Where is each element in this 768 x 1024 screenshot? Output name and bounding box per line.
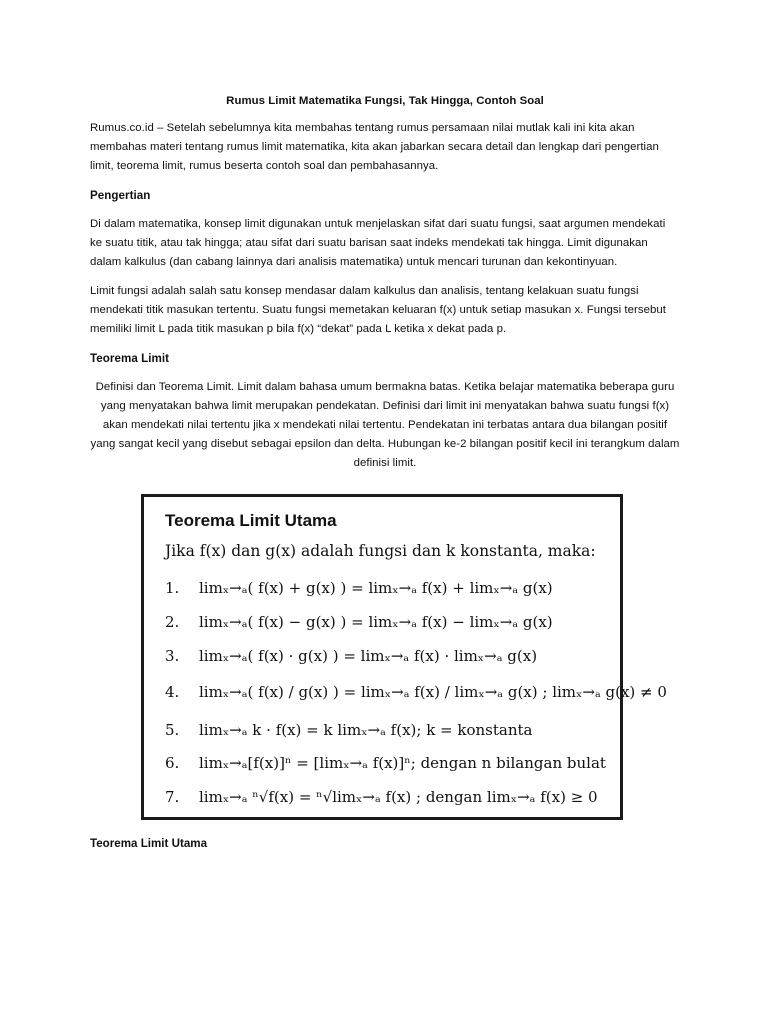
- section-heading-teorema: Teorema Limit: [90, 352, 170, 365]
- formula-number: 5.: [165, 721, 180, 739]
- formula-text: limₓ→ₐ( f(x) · g(x) ) = limₓ→ₐ f(x) · limₓ→ₐ g(x): [199, 647, 538, 665]
- formula-text: limₓ→ₐ[f(x)]ⁿ = [limₓ→ₐ f(x)]ⁿ; dengan n bilangan bulat: [199, 754, 606, 772]
- intro-paragraph: Rumus.co.id – Setelah sebelumnya kita membahas tentang rumus persamaan nilai mutlak kali ini kita akan membahas materi tentang rumus limit matematika, kita akan jabarkan secara detail dan lengkap dari pengertian limit, teorema limit, rumus beserta contoh soal dan pembahasannya.: [90, 122, 659, 172]
- formula-text: limₓ→ₐ( f(x) − g(x) ) = limₓ→ₐ f(x) − limₓ→ₐ g(x): [199, 613, 553, 631]
- formula-row: [165, 579, 553, 597]
- teorema-paragraph: Definisi dan Teorema Limit. Limit dalam bahasa umum bermakna batas. Ketika belajar matematika beberapa guru yang menyatakan bahwa limit merupakan pendekatan. Definisi dari limit ini menyatakan bahwa suatu fungsi f(x) akan mendekati nilai tertentu jika x mendekati nilai tertentu. Pendekatan ini terbatas antara dua bilangan positif yang sangat kecil yang disebut sebagai epsilon dan delta. Hubungan ke-2 bilangan positif kecil ini terangkum dalam definisi limit.: [90, 381, 680, 469]
- formula-text: limₓ→ₐ( f(x) + g(x) ) = limₓ→ₐ f(x) + limₓ→ₐ g(x): [199, 579, 553, 597]
- formula-number: 2.: [165, 613, 180, 631]
- figure-caption: Teorema Limit Utama: [90, 837, 208, 850]
- formula-number: 3.: [165, 647, 180, 665]
- formula-row: [165, 754, 606, 772]
- teorema-limit-figure: [141, 494, 667, 820]
- figure-title: Teorema Limit Utama: [165, 511, 337, 530]
- document-body: [90, 92, 680, 483]
- formula-row: [165, 788, 598, 806]
- formula-number: 1.: [165, 579, 180, 597]
- formula-row: [165, 647, 537, 665]
- formula-text: limₓ→ₐ ⁿ√f(x) = ⁿ√limₓ→ₐ f(x) ; dengan limₓ→ₐ f(x) ≥ 0: [199, 788, 598, 806]
- pengertian-paragraph-1: Di dalam matematika, konsep limit digunakan untuk menjelaskan sifat dari suatu fungsi, saat argumen mendekati ke suatu titik, atau tak hingga; atau sifat dari suatu barisan saat indeks mendekati tak hingga. Limit digunakan dalam kalkulus (dan cabang lainnya dari analisis matematika) untuk mencari turunan dan kekontinyuan.: [90, 218, 666, 268]
- document-title: Rumus Limit Matematika Fungsi, Tak Hingga, Contoh Soal: [226, 95, 544, 107]
- formula-number: 4.: [165, 683, 180, 701]
- formula-number: 6.: [165, 754, 180, 772]
- formula-row: [165, 721, 532, 739]
- formula-row: [165, 613, 553, 631]
- formula-number: 7.: [165, 788, 180, 806]
- formula-row: [165, 683, 667, 701]
- formula-text: limₓ→ₐ( f(x) / g(x) ) = limₓ→ₐ f(x) / limₓ→ₐ g(x) ; limₓ→ₐ g(x) ≠ 0: [199, 683, 667, 701]
- figure-intro: Jika f(x) dan g(x) adalah fungsi dan k konstanta, maka:: [165, 542, 596, 560]
- section-heading-pengertian: Pengertian: [90, 189, 151, 202]
- pengertian-paragraph-2: Limit fungsi adalah salah satu konsep mendasar dalam kalkulus dan analisis, tentang kelakuan suatu fungsi mendekati titik masukan tertentu. Suatu fungsi memetakan keluaran f(x) untuk setiap masukan x. Fungsi tersebut memiliki limit L pada titik masukan p bila f(x) “dekat” pada L ketika x dekat pada p.: [90, 285, 666, 335]
- formula-text: limₓ→ₐ k · f(x) = k limₓ→ₐ f(x); k = konstanta: [199, 721, 533, 739]
